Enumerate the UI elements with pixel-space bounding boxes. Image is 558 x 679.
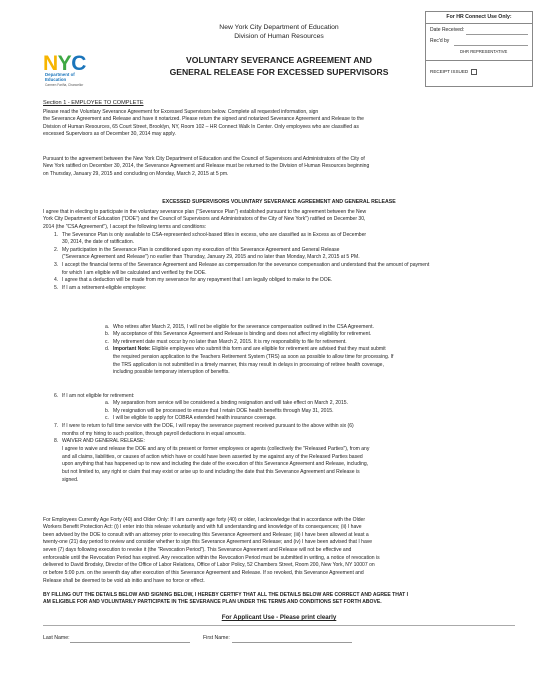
section-1-heading: Section 1 - EMPLOYEE TO COMPLETE [43, 100, 144, 106]
agree-line: 2014 (the "CSA Agreement"), I accept the following terms and conditions: [43, 223, 207, 230]
hr-box-title: For HR Connect Use Only: [426, 12, 532, 24]
document-title-line-2: GENERAL RELEASE FOR EXCESSED SUPERVISORS [169, 67, 389, 77]
term-item-8: 8. WAIVER AND GENERAL RELEASE: [54, 438, 145, 445]
intro-line: the Severance Agreement and Release and have it notarized. Please return the signed and notarized Severance Agreement and Release to the [43, 116, 364, 123]
sub-item-6b: b. My resignation will be processed to ensure that I retain DOE health benefits through May 31, 2015. [105, 407, 334, 414]
applicant-heading: For Applicant Use - Please print clearly [221, 614, 337, 621]
pursuant-paragraph [43, 156, 369, 179]
date-received-label: Date Received: [430, 27, 465, 33]
sub-item-5c: c. My retirement date must occur by no later than March 2, 2015. It is my responsibility to file for retirement. [105, 338, 347, 345]
term-item-1: 1. The Severance Plan is only available to CSA-represented school-based titles in excess, who are classified as in Excess as of December 30, 2014, the date of ratification. [54, 231, 367, 246]
term-item-6: 6. If I am not eligible for retirement: [54, 392, 135, 399]
intro-paragraph [43, 109, 364, 140]
sub-item-5a: a. Who retires after March 2, 2015, I will not be eligible for the severance compensation outlined in the CSA Agreement. [105, 323, 374, 330]
terms-list [54, 231, 430, 293]
date-received-field[interactable] [466, 34, 528, 35]
form-divider [43, 625, 515, 626]
sub-item-6c: c. I will be eligible to apply for COBRA extended health insurance coverage. [105, 415, 277, 422]
header-line-1: New York City Department of Education [219, 24, 339, 31]
waiver-line: signed. [62, 476, 79, 483]
waiver-line: and all claims, liabilities, or causes of action which have or could have been asserted by me against any of the Released Parties based [62, 453, 363, 460]
sub-item-6a: a. My separation from service will be considered a binding resignation and will take effect on March 2, 2015. [105, 400, 348, 406]
non-retirement-sublist [105, 400, 348, 423]
pursuant-line: on Thursday, January 29, 2015 and concluding on Monday, March 2, 2015 at 5 pm. [43, 170, 229, 177]
recd-by-label: Rec'd by [430, 38, 450, 44]
term-items-7-8 [54, 423, 370, 484]
age-forty-paragraph: For Employees Currently Age Forty (40) and Older Only: If I am currently age forty (40) or older, I acknowledge that in accordance with the Older Workers Benefit Protection Act: (i) I enter into this release voluntarily and with full understanding and knowledge of its consequences; (ii) I have been advised by the DOE to consult with an attorney prior to executing this Severance Agreement and Release; (iii) I have been allowed at least a twenty-one (21) day period to review and consider whether to sign this Severance Agreement and Release; and (iv) I have been advised that I have seven (7) days following execution to revoke it (the "Revocation Period"). This Severance Agreement and Release will not be effective and enforceable until the Revocation Period has expired. Any revocation within the Revocation Period must be submitted in writing, a notice of revocation is delivered to David Brodsky, Director of the Office of Labor Relations, Office of Labor Policy, 52 Chambers Street, Room 200, New York, NY 10007 on or before 5:00 p.m. on the seventh day after execution of this Severance Agreement and Release. If so revoked, this Severance Agreement and Release shall be deemed to be void ab initio and have no force or effect. [43, 516, 380, 584]
receipt-issued-label: RECEIPT ISSUED [430, 69, 477, 75]
term-item-4: 4. I agree that a deduction will be made from my severance for any repayment that I am legally obliged to make to the DOE. [54, 277, 333, 284]
hr-connect-box [425, 11, 533, 87]
certification-statement: BY FILLING OUT THE DETAILS BELOW AND SIGNING BELOW, I HEREBY CERTIFY THAT ALL THE DETAILS BELOW ARE CORRECT AND AGREE THAT I AM ELIGIBLE FOR AND VOLUNTARILY PARTICIPATE IN THE SEVERANCE PLAN UNDER THE TERMS AND CONDITIONS SET FORTH ABOVE. [43, 591, 409, 606]
header-line-2: Division of Human Resources [234, 33, 324, 40]
waiver-line: upon anything that has happened up to now and including the date of the execution of this Severance Agreement and Release, including, [62, 461, 369, 468]
term-item-7: 7. If I were to return to full time service with the DOE, I will repay the severance payment received pursuant to the above within six (6) months of my hiring to such position, through payroll deductions in equal amounts. [54, 423, 354, 437]
receipt-issued-checkbox[interactable] [471, 69, 477, 75]
recd-by-field[interactable] [454, 45, 528, 46]
retirement-eligible-sublist [105, 323, 394, 378]
pursuant-line: Pursuant to the agreement between the New York City Department of Education and the Council of Supervisors and Administrators of the City of [43, 155, 365, 162]
document-title-line-1: VOLUNTARY SEVERANCE AGREEMENT AND [186, 55, 372, 65]
agree-line: York City Department of Education ("DOE") and the Council of Supervisors and Administrators of the City of New York") ratified on December 30, [43, 216, 366, 223]
sub-item-5b: b. My acceptance of this Severance Agreement and Release is binding and does not affect my eligibility for retirement. [105, 331, 372, 338]
logo-subtitle-2: Education [45, 77, 67, 82]
waiver-line: but not limited to, any right or claim that may exist or arise up to and including the date that this Severance Agreement and Release is [62, 468, 360, 475]
waiver-line: I agree to waive and release the DOE and any of its present or former employees or agents (collectively the "Released Parties"), from any [62, 445, 370, 452]
agreement-heading: EXCESSED SUPERVISORS VOLUNTARY SEVERANCE AGREEMENT AND GENERAL RELEASE [162, 199, 396, 205]
pursuant-line: New York ratified on December 30, 2014, the Severance Agreement and Release must be returned to the Division of Human Resources beginning [43, 163, 370, 170]
logo-tagline: Carmen Fariña, Chancellor [45, 83, 84, 87]
nyc-logo-letters: NYC [43, 52, 86, 75]
first-name-field[interactable] [232, 642, 352, 643]
term-item-5: 5. If I am a retirement-eligible employee: [54, 285, 147, 292]
intro-line: Please read the Voluntary Severance Agreement for Excessed Supervisors below. Complete all requested information, sign [43, 108, 319, 115]
term-item-3: 3. I accept the financial terms of the Severance Agreement and Release as compensation for the severance compensation and understand that the amount of payment for which I am eligible will be calculated and verified by the DOE. [54, 262, 430, 276]
logo-subtitle-1: Department of [45, 72, 75, 77]
agree-paragraph [43, 209, 366, 232]
sub-item-5d: d. Important Note: Eligible employees who submit this form and are eligible for retirement are advised that they must submit the required pension application to the Teachers Retirement System (TRS) as soon as possible to allow time for processing. If the TRS application is not submitted in a timely manner, this may result in delays in processing of retiree health coverage, including possible temporary interruption of benefits. [105, 346, 394, 376]
dhr-representative-label: DHR REPRESENTATIVE [460, 49, 508, 54]
last-name-field[interactable] [70, 642, 190, 643]
first-name-label: First Name: [203, 635, 230, 641]
term-item-2: 2. My participation in the Severance Plan is conditioned upon my execution of this Severance Agreement and General Release ("Severance Agreement and Release") no earlier than Thursday, January 29, 2015 and no later than Monday, March 2, 2015 at 5 PM. [54, 246, 360, 261]
intro-line: excessed Supervisors as of December 30, 2014 may apply. [43, 131, 176, 138]
agree-line: I agree that in electing to participate in the voluntary severance plan ("Severance Plan") established pursuant to the agreement between the New [43, 208, 367, 215]
last-name-label: Last Name: [43, 635, 70, 641]
intro-line: Division of Human Resources, 65 Court Street, Brooklyn, NY, Room 102 – HR Connect Walk In Center. Only employees who are classified as [43, 123, 359, 130]
